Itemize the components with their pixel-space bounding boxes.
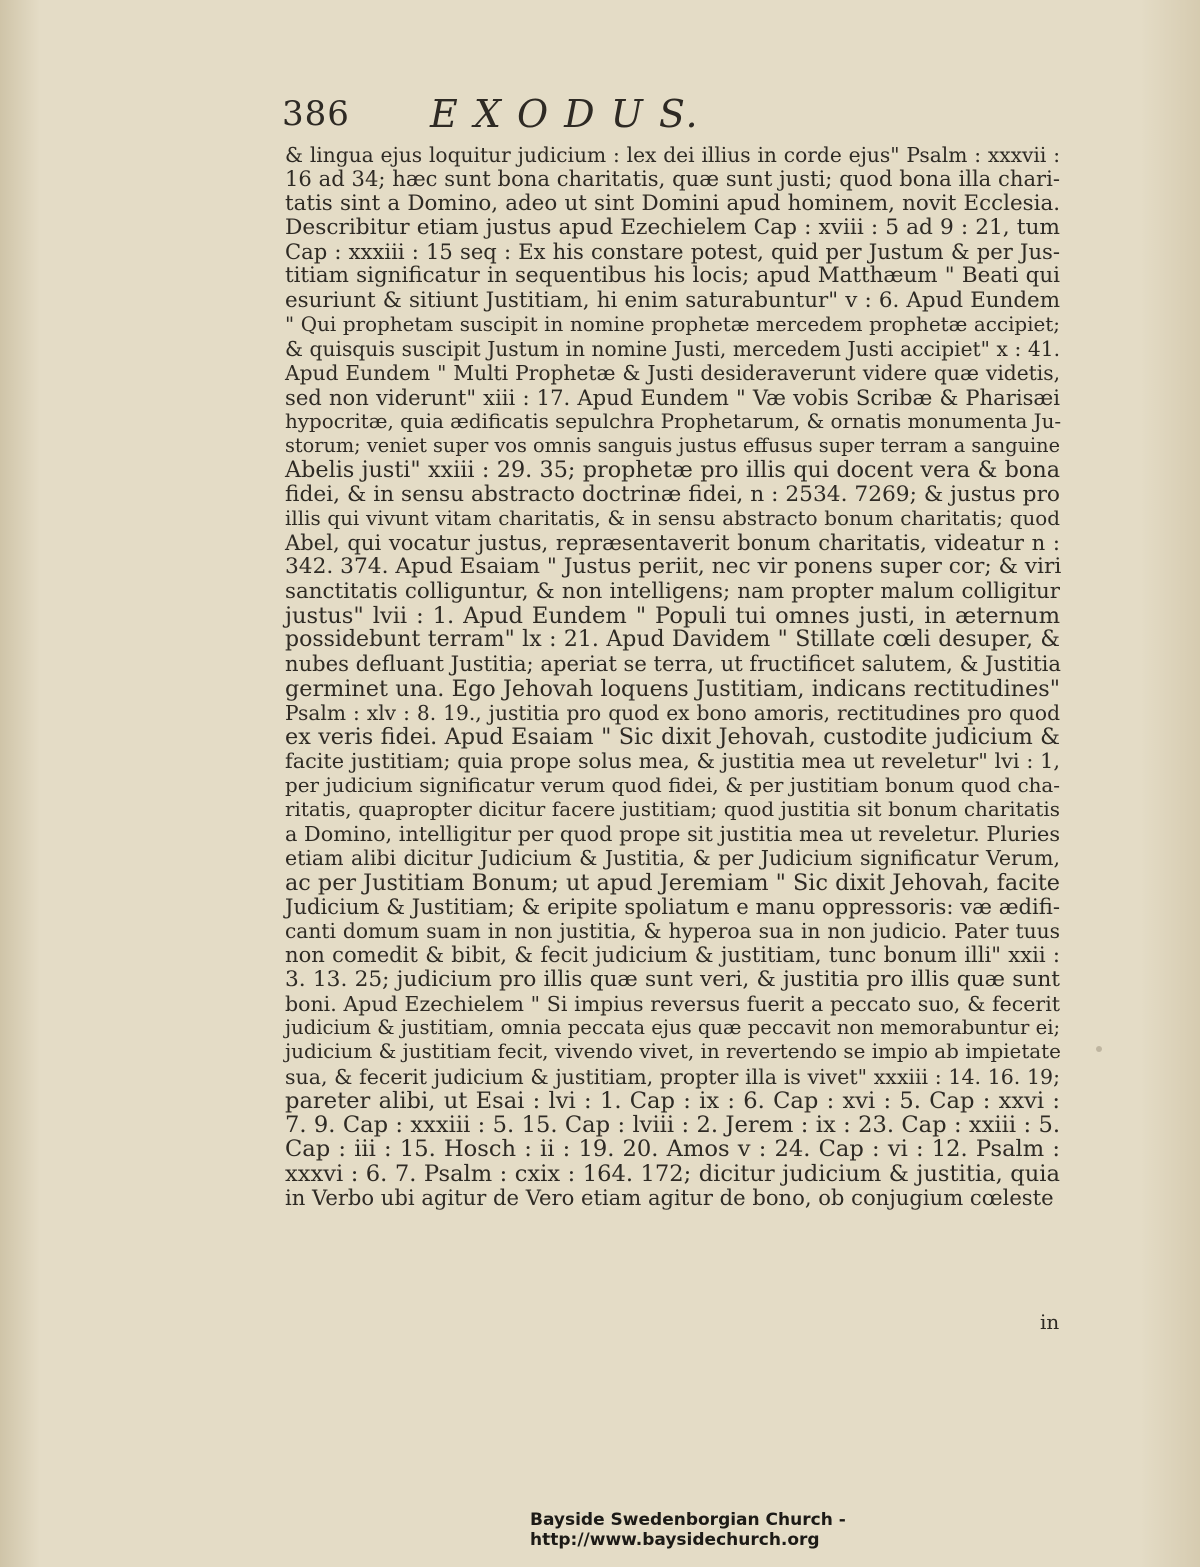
text-line: hypocritæ, quia ædificatis sepulchra Prophetarum, & ornatis monumenta Ju-	[285, 409, 1062, 433]
text-line: Judicium & Justitiam; & eripite spoliatum e manu oppressoris: væ ædifi-	[285, 893, 1060, 919]
paper-speck	[1096, 1046, 1102, 1052]
body-text	[285, 143, 1060, 1210]
text-line: a Domino, intelligitur per quod prope sit justitia mea ut reveletur. Pluries	[285, 822, 1060, 846]
text-line: Apud Eundem " Multi Prophetæ & Justi desideraverunt videre quæ videtis,	[285, 361, 1060, 386]
text-line: & lingua ejus loquitur judicium : lex dei illius in corde ejus" Psalm : xxxvii :	[285, 143, 1060, 167]
text-line: Abelis justi" xxiii : 29. 35; prophetæ pro illis qui docent vera & bona	[285, 457, 1060, 484]
text-line: ex veris fidei. Apud Esaiam " Sic dixit Jehovah, custodite judicium &	[285, 724, 1060, 750]
text-line: Describitur etiam justus apud Ezechielem Cap : xviii : 5 ad 9 : 21, tum	[285, 214, 1060, 240]
text-line: 3. 13. 25; judicium pro illis quæ sunt veri, & justitia pro illis quæ sunt	[285, 966, 1060, 992]
text-line: tatis sint a Domino, adeo ut sint Domini apud hominem, novit Ecclesia.	[285, 190, 1060, 216]
text-line: 342. 374. Apud Esaiam " Justus periit, nec vir ponens super cor; & viri	[285, 554, 1062, 580]
text-line: ac per Justitiam Bonum; ut apud Jeremiam " Sic dixit Jehovah, facite	[285, 869, 1060, 896]
text-line: xxxvi : 6. 7. Psalm : cxix : 164. 172; dicitur judicium & justitia, quia	[285, 1160, 1060, 1187]
text-line: per judicium significatur verum quod fidei, & per justitiam bonum quod cha-	[285, 773, 1060, 797]
text-line: judicium & justitiam fecit, vivendo vivet, in revertendo se impio ab impietate	[285, 1040, 1061, 1064]
text-line: sed non viderunt" xiii : 17. Apud Eundem " Væ vobis Scribæ & Pharisæi	[285, 384, 1060, 410]
text-line: 16 ad 34; hæc sunt bona charitatis, quæ sunt justi; quod bona illa chari-	[285, 166, 1060, 192]
text-line: & quisquis suscipit Justum in nomine Justi, mercedem Justi accipiet" x : 41.	[285, 337, 1060, 361]
page-header	[282, 88, 1062, 144]
text-line: justus" lvii : 1. Apud Eundem " Populi tui omnes justi, in æternum	[285, 602, 1060, 629]
text-line: esuriunt & sitiunt Justitiam, hi enim saturabuntur" v : 6. Apud Eundem	[285, 287, 1060, 313]
text-line: pareter alibi, ut Esai : lvi : 1. Cap : ix : 6. Cap : xvi : 5. Cap : xxvi :	[285, 1087, 1060, 1114]
text-line: in Verbo ubi agitur de Vero etiam agitur de bono, ob conjugium cœleste	[285, 1184, 1054, 1210]
text-line: boni. Apud Ezechielem " Si impius reversus fuerit a peccato suo, & fecerit	[285, 991, 1060, 1016]
text-line: Psalm : xlv : 8. 19., justitia pro quod ex bono amoris, rectitudines pro quod	[285, 700, 1060, 725]
running-title: E X O D U S.	[430, 92, 700, 136]
text-line: illis qui vivunt vitam charitatis, & in sensu abstracto bonum charitatis; quod	[285, 506, 1060, 530]
text-line: judicium & justitiam, omnia peccata ejus quæ peccavit non memorabuntur ei;	[285, 1016, 1061, 1039]
page-shadow-right	[1140, 0, 1200, 1567]
text-line: sua, & fecerit judicium & justitiam, propter illa is vivet" xxxiii : 14. 16. 19;	[285, 1064, 1060, 1089]
text-line: possidebunt terram" lx : 21. Apud Davidem " Stillate cœli desuper, &	[285, 627, 1060, 652]
text-line: germinet una. Ego Jehovah loquens Justitiam, indicans rectitudines"	[285, 675, 1060, 702]
text-line: 7. 9. Cap : xxxiii : 5. 15. Cap : lviii : 2. Jerem : ix : 23. Cap : xxiii : 5.	[285, 1112, 1060, 1138]
text-line: nubes defluant Justitia; aperiat se terra, ut fructificet salutem, & Justitia	[285, 651, 1061, 677]
text-line: sanctitatis colliguntur, & non intelligens; nam propter malum colligitur	[285, 578, 1060, 604]
text-line: ritatis, quapropter dicitur facere justitiam; quod justitia sit bonum charitatis	[285, 797, 1060, 821]
footer-credit: Bayside Swedenborgian Church - http://www.baysidechurch.org	[530, 1510, 846, 1550]
text-line: storum; veniet super vos omnis sanguis justus effusus super terram a sanguine	[285, 434, 1060, 457]
page-shadow-left	[0, 0, 40, 1567]
text-line: facite justitiam; quia prope solus mea, & justitia mea ut reveletur" lvi : 1,	[285, 749, 1060, 774]
text-line: Cap : xxxiii : 15 seq : Ex his constare potest, quid per Justum & per Jus-	[285, 239, 1060, 264]
text-line: titiam significatur in sequentibus his locis; apud Matthæum " Beati qui	[285, 263, 1060, 289]
page-number: 386	[282, 94, 350, 134]
text-line: canti domum suam in non justitia, & hyperoa sua in non judicio. Pater tuus	[285, 919, 1060, 943]
text-line: etiam alibi dicitur Judicium & Justitia, & per Judicium significatur Verum,	[285, 846, 1060, 871]
text-line: Abel, qui vocatur justus, repræsentaverit bonum charitatis, videatur n :	[285, 530, 1060, 555]
catchword: in	[1040, 1310, 1060, 1334]
text-line: Cap : iii : 15. Hosch : ii : 19. 20. Amos v : 24. Cap : vi : 12. Psalm :	[285, 1136, 1060, 1163]
text-line: " Qui prophetam suscipit in nomine prophetæ mercedem prophetæ accipiet;	[285, 312, 1060, 336]
text-line: non comedit & bibit, & fecit judicium & justitiam, tunc bonum illi" xxii :	[285, 942, 1060, 968]
text-line: fidei, & in sensu abstracto doctrinæ fidei, n : 2534. 7269; & justus pro	[285, 481, 1060, 507]
